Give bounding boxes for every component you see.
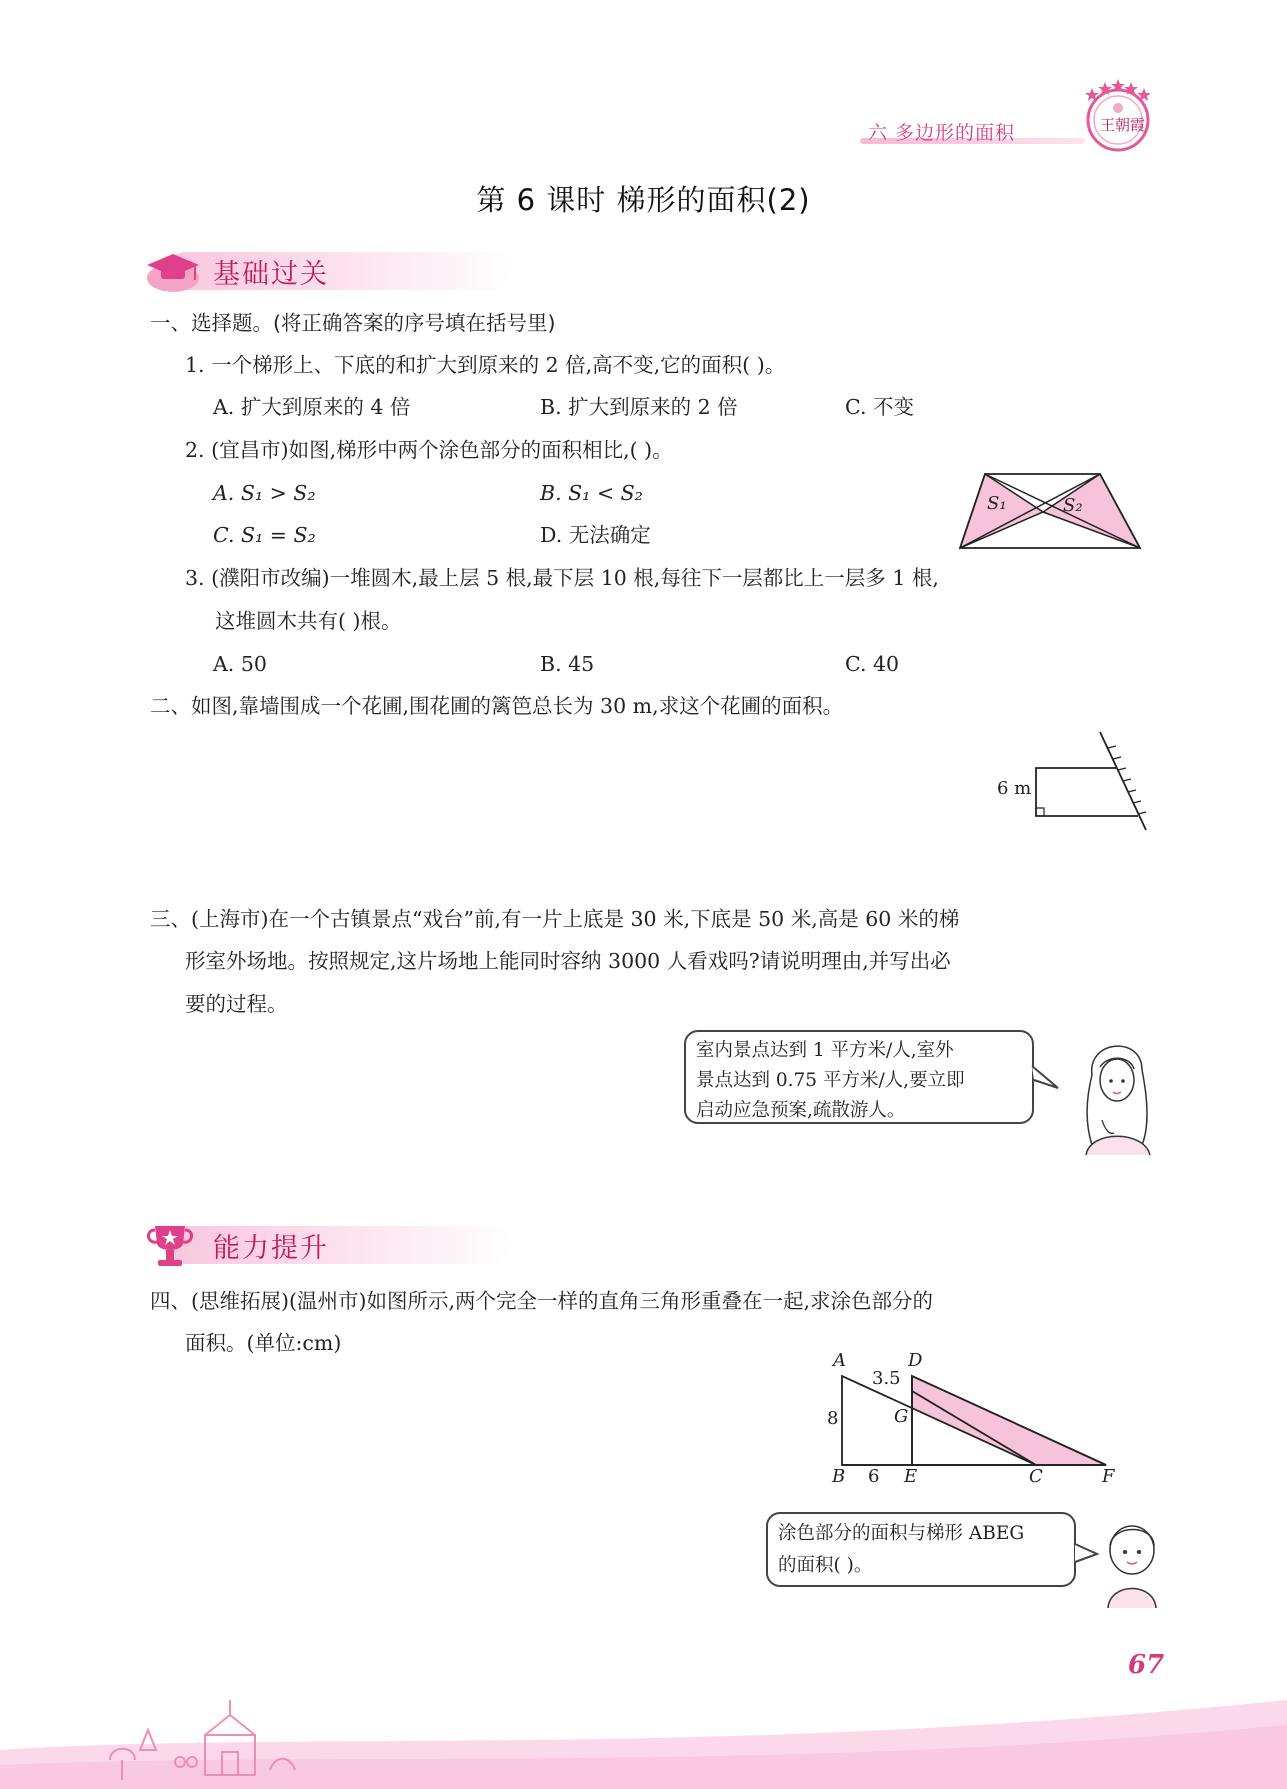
section-title-basic: 基础过关: [213, 259, 329, 290]
point-g: G: [894, 1406, 909, 1427]
q1-2-option-d: D. 无法确定: [540, 523, 651, 547]
q1-2-option-c: C. S₁ = S₂: [213, 523, 316, 547]
label-s2: S₂: [1063, 495, 1083, 516]
q1-3-stem-line1: 3. (濮阳市改编)一堆圆木,最上层 5 根,最下层 10 根,每往下一层都比上一层多 1 根,: [185, 566, 939, 590]
point-c: C: [1029, 1466, 1043, 1487]
hint-line: 的面积( )。: [778, 1555, 873, 1576]
point-b: B: [832, 1466, 846, 1487]
point-d: D: [908, 1350, 923, 1371]
q1-1-option-c: C. 不变: [845, 395, 914, 419]
section-title-advanced: 能力提升: [213, 1233, 329, 1264]
point-a: A: [833, 1350, 846, 1371]
bubble-tail: [1030, 1060, 1060, 1090]
label-s1: S₁: [987, 493, 1007, 514]
q1-1-option-a: A. 扩大到原来的 4 倍: [213, 395, 411, 419]
hint-line: 启动应急预案,疏散游人。: [696, 1100, 906, 1121]
garden-height-label: 6 m: [997, 778, 1032, 799]
q3-line3: 要的过程。: [185, 992, 288, 1016]
hint-bubble-q4: [766, 1512, 1076, 1587]
q1-3-stem-line2: 这堆圆木共有( )根。: [215, 609, 402, 633]
hint-line: 涂色部分的面积与梯形 ABEG: [778, 1523, 1025, 1544]
fence-outline: [1036, 768, 1138, 816]
point-e: E: [904, 1466, 918, 1487]
page-number: 67: [1128, 1650, 1165, 1680]
q3-line2: 形室外场地。按照规定,这片场地上能同时容纳 3000 人看戏吗?请说明理由,并写出必: [185, 949, 951, 973]
girl-illustration: [1072, 1035, 1162, 1160]
q1-1-option-b: B. 扩大到原来的 2 倍: [540, 395, 738, 419]
q2-text: 二、如图,靠墙围成一个花圃,围花圃的篱笆总长为 30 m,求这个花圃的面积。: [150, 694, 844, 718]
trapezoid-diagonals-figure: [955, 470, 1145, 552]
publisher-logo: [1078, 78, 1158, 158]
q1-1-stem: 1. 一个梯形上、下底的和扩大到原来的 2 倍,高不变,它的面积( )。: [185, 353, 786, 377]
section-badge-basic: [145, 248, 525, 294]
logo-text: 王朝霞: [1100, 116, 1146, 134]
q1-heading: 一、选择题。(将正确答案的序号填在括号里): [150, 311, 556, 335]
q4-line2: 面积。(单位:cm): [185, 1331, 342, 1355]
page-title: 第 6 课时 梯形的面积(2): [476, 183, 811, 217]
q4-line1: 四、(思维拓展)(温州市)如图所示,两个完全一样的直角三角形重叠在一起,求涂色部分的: [150, 1289, 934, 1313]
chapter-label: 六 多边形的面积: [868, 122, 1016, 144]
hint-line: 景点达到 0.75 平方米/人,要立即: [696, 1070, 965, 1091]
label-be-length: 6: [868, 1466, 880, 1487]
q1-3-option-c: C. 40: [845, 652, 900, 676]
graduation-cap-icon: [145, 248, 203, 294]
q1-3-option-b: B. 45: [540, 652, 595, 676]
hint-line: 室内景点达到 1 平方米/人,室外: [696, 1040, 954, 1061]
q1-3-option-a: A. 50: [213, 652, 267, 676]
point-f: F: [1102, 1466, 1115, 1487]
child-illustration: [1098, 1520, 1164, 1610]
trophy-icon: [145, 1222, 195, 1270]
q3-line1: 三、(上海市)在一个古镇景点“戏台”前,有一片上底是 30 米,下底是 50 米,高是 60 米的梯: [150, 907, 960, 931]
q1-2-option-b: B. S₁ < S₂: [540, 481, 643, 505]
bubble-tail: [1073, 1540, 1099, 1566]
q1-2-option-a: A. S₁ > S₂: [213, 481, 316, 505]
garden-wall-figure: [1020, 730, 1155, 835]
footer-decoration: [0, 1690, 1287, 1789]
label-ad-length: 3.5: [872, 1368, 901, 1389]
right-angle-mark: [1036, 808, 1044, 816]
label-ab-length: 8: [827, 1408, 839, 1429]
q1-2-stem: 2. (宜昌市)如图,梯形中两个涂色部分的面积相比,( )。: [185, 438, 673, 462]
hint-bubble-q3: [684, 1030, 1034, 1124]
section-badge-advanced: [145, 1222, 525, 1268]
